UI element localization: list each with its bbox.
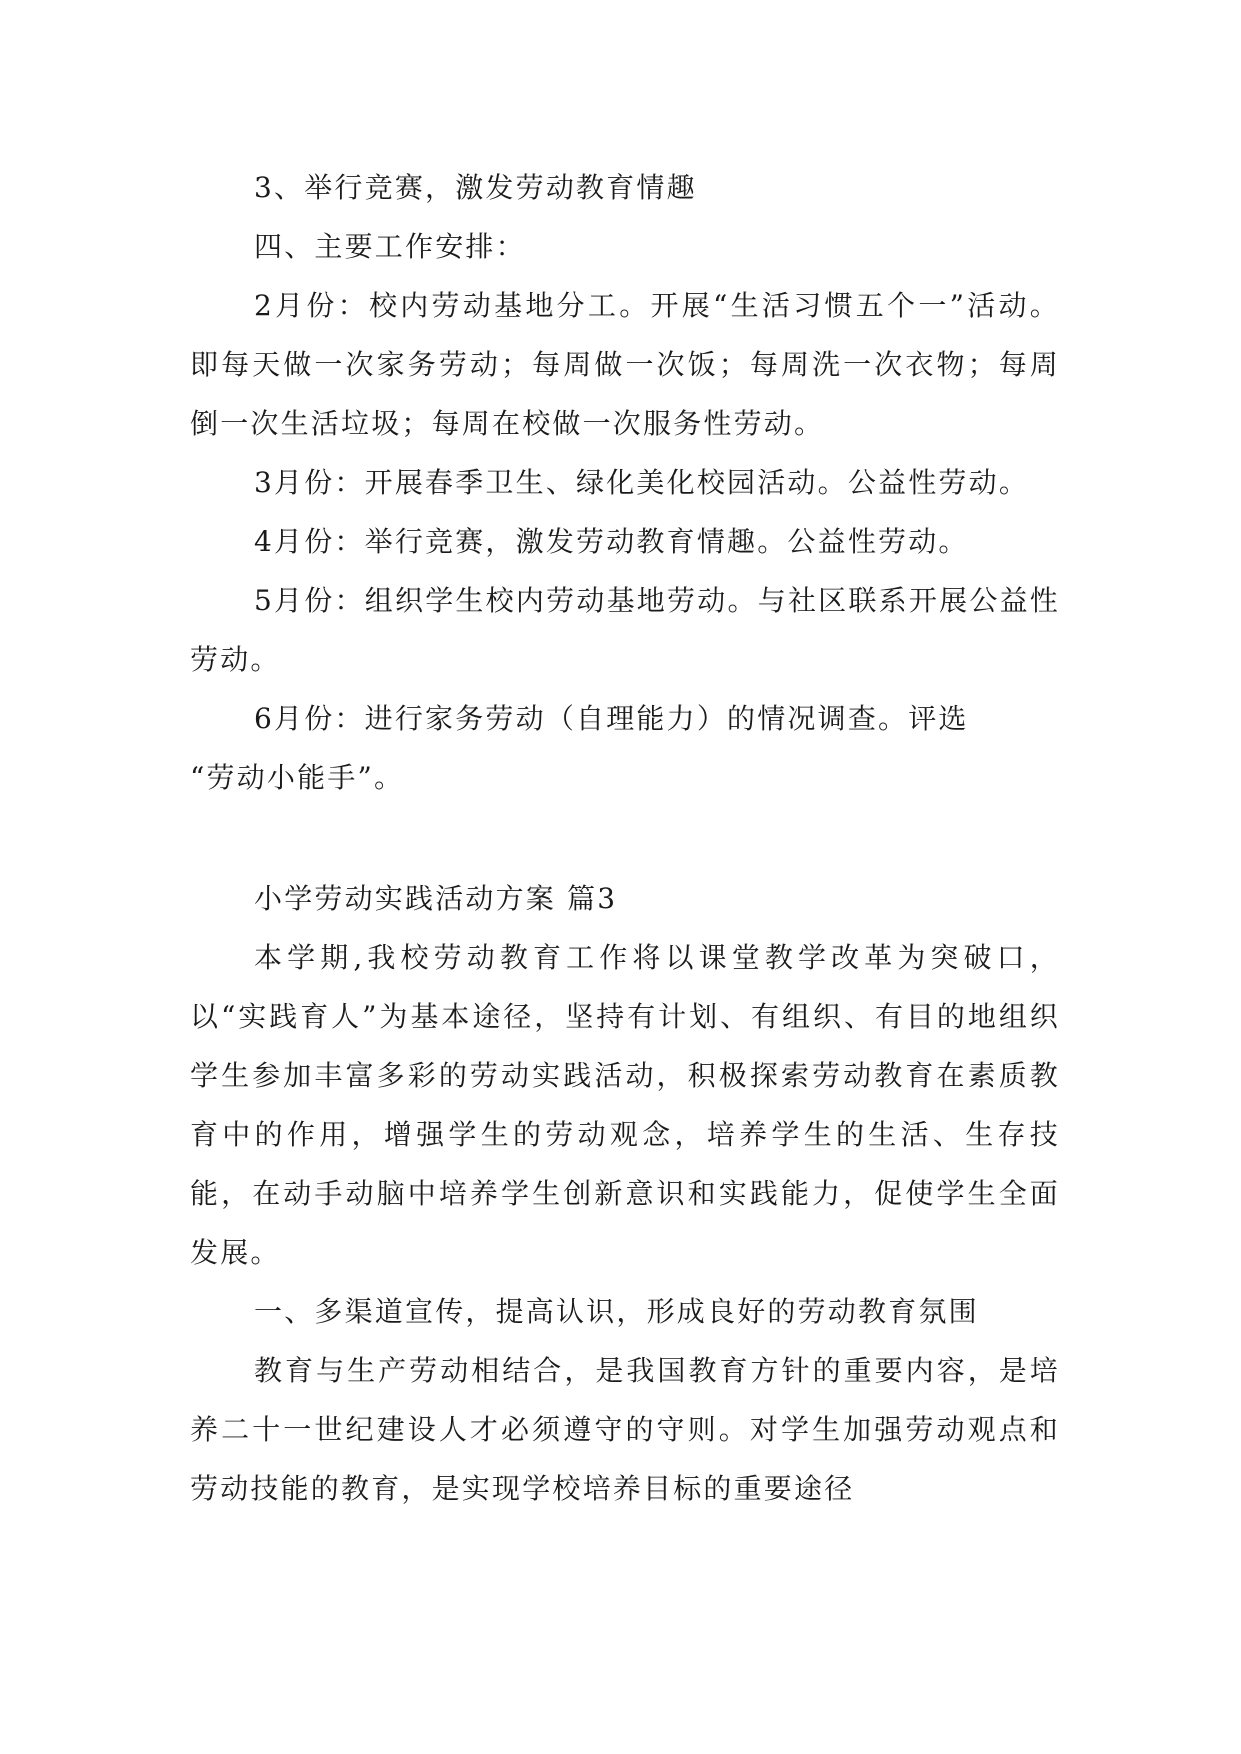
paragraph-may: 5月份：组织学生校内劳动基地劳动。与社区联系开展公益性劳动。 xyxy=(190,584,1060,676)
paragraph-april: 4月份：举行竞赛，激发劳动教育情趣。公益性劳动。 xyxy=(254,525,969,558)
paragraph-semester-intro: 本学期,我校劳动教育工作将以课堂教学改革为突破口，以“实践育人”为基本途径，坚持有计划、有组织、有目的地组织学生参加丰富多彩的劳动实践活动，积极探索劳动教育在素质教育中的作用，增强学生的劳动观念，培养学生的生活、生存技能，在动手动脑中培养学生创新意识和实践能力，促使学生全面发展。 xyxy=(190,941,1060,1269)
paragraph-education-labor: 教育与生产劳动相结合，是我国教育方针的重要内容，是培养二十一世纪建设人才必须遵守的守则。对学生加强劳动观点和劳动技能的教育，是实现学校培养目标的重要途径 xyxy=(190,1354,1060,1505)
section-title: 小学劳动实践活动方案 篇3 xyxy=(254,882,618,915)
paragraph-march: 3月份：开展春季卫生、绿化美化校园活动。公益性劳动。 xyxy=(254,466,1030,499)
paragraph-june: 6月份：进行家务劳动（自理能力）的情况调查。评选 xyxy=(254,702,969,735)
paragraph-publicity-heading: 一、多渠道宣传，提高认识，形成良好的劳动教育氛围 xyxy=(254,1295,979,1328)
paragraph-february: 2月份：校内劳动基地分工。开展“生活习惯五个一”活动。即每天做一次家务劳动；每周做一次饭；每周洗一次衣物；每周倒一次生活垃圾；每周在校做一次服务性劳动。 xyxy=(190,289,1060,440)
paragraph-work-arrangement-heading: 四、主要工作安排： xyxy=(254,230,526,263)
paragraph-june-continued: “劳动小能手”。 xyxy=(190,761,405,794)
paragraph-competition-item: 3、举行竞赛，激发劳动教育情趣 xyxy=(254,171,697,204)
document-body xyxy=(190,158,1060,1518)
